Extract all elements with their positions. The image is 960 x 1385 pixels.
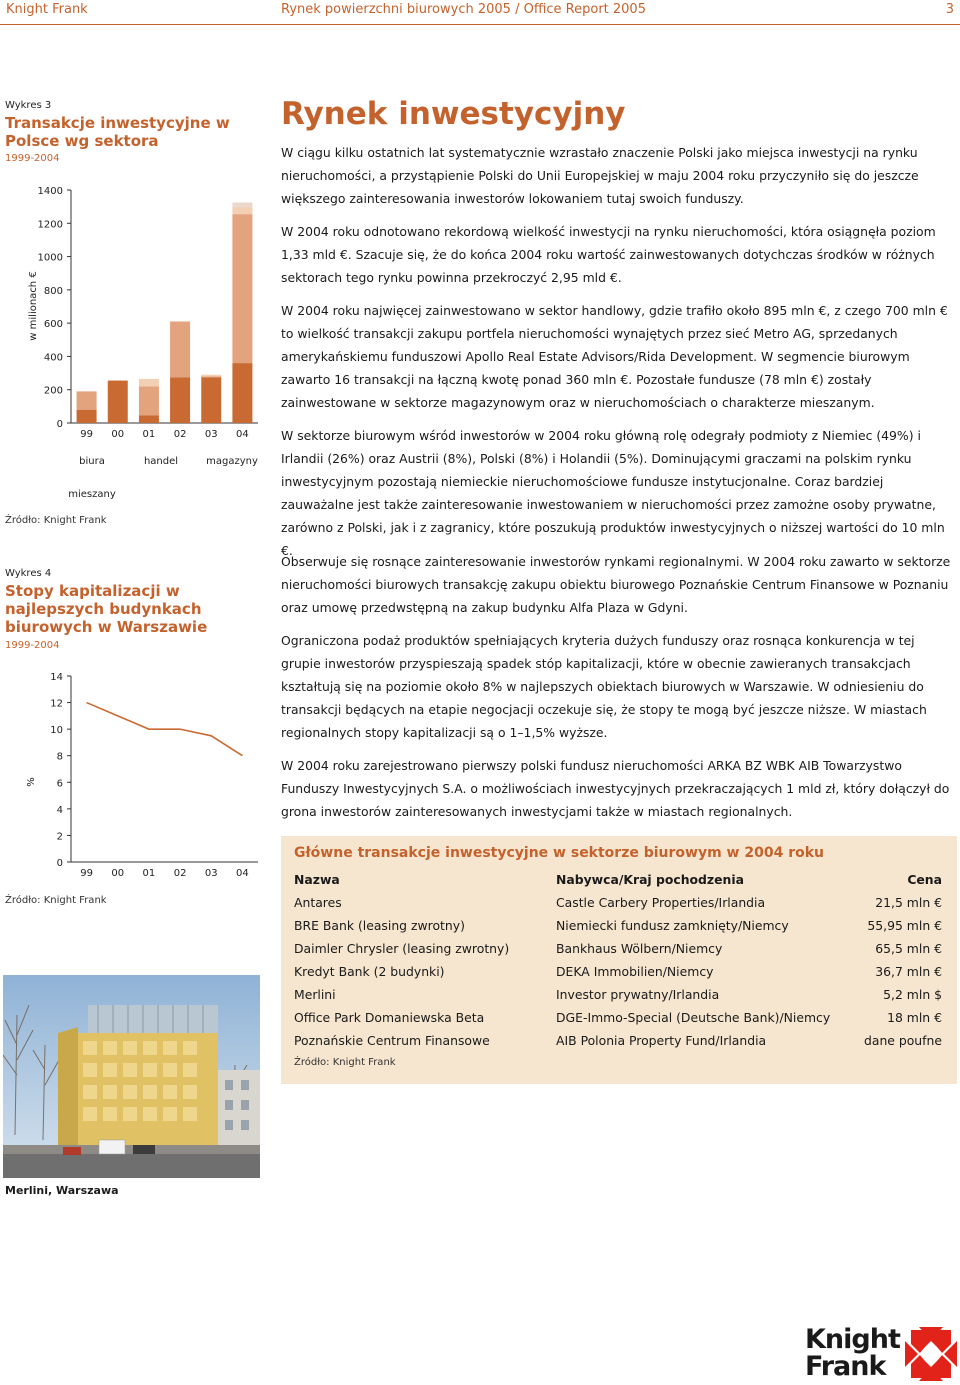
x-tick-label: 99 [80, 429, 93, 440]
x-tick-label: 01 [142, 868, 156, 879]
y-tick-label: 8 [56, 751, 63, 763]
table-cell-price: 5,2 mln $ [883, 987, 942, 1002]
article-title: Rynek inwestycyjny [281, 96, 626, 132]
x-tick-label: 04 [236, 429, 249, 440]
article-paragraph: W ciągu kilku ostatnich lat systematycznie wzrastało znaczenie Polski jako miejsca inwestycji na rynku nieruchomości, a przystąpienie Polski do Unii Europejskiej w maju 2004 roku przyczyniło się do jeszcze większego zainteresowania inwestorów lokowaniem tutaj swoich funduszy. [281, 145, 919, 206]
bar-segment-handel [201, 376, 221, 377]
chart4-line-chart [0, 660, 265, 890]
table-cell-buyer: AIB Polonia Property Fund/Irlandia [556, 1033, 767, 1048]
header-title: Rynek powierzchni biurowych 2005 / Office Report 2005 [281, 2, 646, 17]
table-header-row [294, 872, 942, 895]
logo-line-2: Frank [805, 1351, 886, 1382]
bar-segment-biura [108, 381, 128, 423]
bar-segment-magazyny [201, 375, 221, 377]
table-header-price: Cena [907, 872, 942, 887]
article-paragraph: W sektorze biurowym wśród inwestorów w 2004 roku główną rolę odegrały podmioty z Niemiec (49%) i Irlandii (26%) oraz Austrii (8%), Polski (8%) i Holandii (5%). Dominującymi graczami na polskim rynku inwestycyjnym pozostają niemieckie nieruchomościowe fundusze instytucjonalne. Coraz bardziej zauważalne jest także zainteresowanie inwestowaniem w nieruchomości przez zamożne osoby prywatne, zarówno z Polski, jak i z zagranicy, które poszukują produktów inwestycyjnych o niższej wartości do 10 mln €. [281, 428, 945, 558]
legend-entry: biura [79, 456, 105, 467]
chart4-label: Wykres 4 [5, 568, 52, 579]
table-cell-buyer: DEKA Immobilien/Niemcy [556, 964, 714, 979]
x-tick-label: 03 [204, 868, 218, 879]
y-tick-label: 14 [50, 672, 63, 683]
bar-segment-magazyny [232, 207, 252, 214]
bar-segment-biura [77, 410, 97, 423]
table-row [294, 987, 942, 1010]
bar-segment-biura [232, 363, 252, 423]
chart3-title: Transakcje inwestycyjne w Polsce wg sektora [5, 114, 230, 150]
table-row [294, 1010, 942, 1033]
table-header-buyer: Nabywca/Kraj pochodzenia [556, 872, 744, 887]
building-photo [3, 975, 260, 1178]
y-tick-label: 0 [56, 419, 63, 430]
table-row [294, 895, 942, 918]
table-cell-price: 55,95 mln € [867, 918, 942, 933]
header-brand: Knight Frank [6, 2, 88, 17]
chart4-source: Źródło: Knight Frank [5, 895, 107, 906]
chart3-years: 1999-2004 [5, 153, 60, 164]
x-tick-label: 00 [111, 429, 125, 440]
chart4-years: 1999-2004 [5, 640, 60, 651]
article-paragraph: W 2004 roku zarejestrowano pierwszy polski fundusz nieruchomości ARKA BZ WBK AIB Towarzystwo Funduszy Inwestycyjnych S.A. o możliwościach inwestycyjnych przekraczających 1 mld zł, który dołączył do grona inwestorów zainteresowanych inwestycjami także w miastach regionalnych. [281, 758, 950, 819]
table-cell-price: dane poufne [863, 1033, 942, 1048]
table-row [294, 1033, 942, 1056]
table-row [294, 941, 942, 964]
x-tick-label: 04 [236, 868, 249, 879]
table-header-name: Nazwa [294, 872, 340, 887]
page-header [0, 0, 960, 25]
bar-segment-handel [139, 386, 159, 415]
x-tick-label: 03 [204, 429, 218, 440]
y-tick-label: 12 [50, 698, 63, 710]
bar-segment-mieszany [232, 202, 252, 207]
chart4-title: Stopy kapitalizacji w najlepszych budynkach biurowych w Warszawie [5, 582, 208, 636]
table-cell-name: Poznańskie Centrum Finansowe [294, 1033, 490, 1048]
table-cell-price: 65,5 mln € [875, 941, 942, 956]
legend-entry: handel [143, 456, 179, 467]
table-title: Główne transakcje inwestycyjne w sektorze biurowym w 2004 roku [294, 845, 825, 861]
table-cell-name: Antares [294, 895, 342, 910]
table-cell-buyer: Bankhaus Wölbern/Niemcy [556, 941, 723, 956]
bar-segment-handel [232, 214, 252, 363]
bar-segment-biura [170, 377, 190, 423]
y-axis-label: % [26, 777, 37, 787]
table-cell-buyer: DGE-Immo-Special (Deutsche Bank)/Niemcy [556, 1010, 831, 1025]
chart3-stacked-bar-chart [0, 170, 265, 510]
x-tick-label: 02 [173, 868, 187, 879]
table-cell-price: 21,5 mln € [875, 895, 942, 910]
table-cell-buyer: Niemiecki fundusz zamknięty/Niemcy [556, 918, 789, 933]
bar-segment-biura [139, 416, 159, 423]
bar-segment-handel [77, 391, 97, 409]
table-cell-name: Merlini [294, 987, 336, 1002]
article-paragraph: Obserwuje się rosnące zainteresowanie inwestorów rynkami regionalnymi. W 2004 roku zawarto w sektorze nieruchomości biurowych transakcję zakupu obiektu biurowego Poznańskie Centrum Finansowe w Poznaniu oraz umowę przedwstępną na zakup budynku Alfa Plaza w Gdyni. [281, 554, 951, 615]
logo-wordmark [805, 1326, 900, 1380]
logo-cross-icon [905, 1327, 957, 1381]
y-tick-label: 800 [43, 285, 63, 297]
y-tick-label: 6 [56, 778, 63, 790]
x-tick-label: 99 [80, 868, 93, 879]
y-tick-label: 4 [56, 804, 63, 816]
chart3-source: Źródło: Knight Frank [5, 515, 107, 526]
bar-segment-handel [170, 321, 190, 377]
table-row [294, 918, 942, 941]
table-cell-name: BRE Bank (leasing zwrotny) [294, 918, 465, 933]
table-source: Źródło: Knight Frank [294, 1057, 396, 1068]
y-tick-label: 1400 [37, 186, 63, 197]
table-cell-buyer: Castle Carbery Properties/Irlandia [556, 895, 766, 910]
article-paragraph: W 2004 roku najwięcej zainwestowano w sektor handlowy, gdzie trafiło około 895 mln €, z czego 700 mln € to wielkość transakcji zakupu portfela nieruchomości wynajętych przez sieć Metro AG, sprzedanych amerykańskiemu funduszowi Apollo Real Estate Advisors/Rida Development. W segmencie biurowym zawarto 16 transakcji na łączną kwotę ponad 360 mln €. Pozostałe fundusze (78 mln €) zostały zainwestowane w sektorze magazynowym oraz w nieruchomościach o charakterze mieszanym. [281, 303, 948, 410]
chart3-label: Wykres 3 [5, 100, 52, 111]
y-tick-label: 600 [43, 319, 63, 331]
table-row [294, 964, 942, 987]
article-paragraph: Ograniczona podaż produktów spełniających kryteria dużych funduszy oraz rosnąca konkurencja w tej grupie inwestorów przyspieszają spadek stóp kapitalizacji, które w obecnie zawieranych transakcjach kształtują się na poziomie około 8% w najlepszych obiektach biurowych w Warszawie. W odniesieniu do transakcji będących na etapie negocjacji oczekuje się, że stopy te mogą być jeszcze niższe. W miastach regionalnych stopy kapitalizacji są o 1–1,5% wyższe. [281, 633, 927, 740]
transactions-table [281, 836, 957, 1084]
y-tick-label: 2 [56, 831, 63, 843]
knight-frank-logo [805, 1326, 957, 1382]
page-number: 3 [945, 2, 954, 17]
legend-entry: magazyny [206, 456, 258, 467]
table-cell-name: Kredyt Bank (2 budynki) [294, 964, 445, 979]
y-tick-label: 400 [43, 352, 63, 364]
logo-line-1: Knight [805, 1324, 900, 1355]
table-cell-buyer: Investor prywatny/Irlandia [556, 987, 720, 1002]
y-axis-label: w milionach € [28, 271, 39, 341]
x-tick-label: 00 [111, 868, 125, 879]
photo-caption: Merlini, Warszawa [5, 1184, 119, 1197]
table-cell-name: Office Park Domaniewska Beta [294, 1010, 485, 1025]
bar-segment-biura [201, 377, 221, 423]
table-cell-price: 36,7 mln € [875, 964, 942, 979]
legend-entry: mieszany [68, 489, 116, 500]
article-paragraph: W 2004 roku odnotowano rekordową wielkość inwestycji na rynku nieruchomości, która osiągnęła poziom 1,33 mld €. Szacuje się, że do końca 2004 roku wartość zainwestowanych dotychczas środków w różnych sektorach tego rynku powinna przekroczyć 2,95 mld €. [281, 224, 936, 285]
x-tick-label: 01 [142, 429, 156, 440]
series-line [87, 703, 243, 756]
y-tick-label: 200 [43, 385, 63, 397]
y-tick-label: 0 [56, 858, 63, 869]
y-tick-label: 1000 [37, 252, 63, 264]
table-cell-price: 18 mln € [887, 1010, 942, 1025]
table-cell-name: Daimler Chrysler (leasing zwrotny) [294, 941, 510, 956]
x-tick-label: 02 [173, 429, 187, 440]
y-tick-label: 10 [50, 725, 63, 737]
bar-segment-magazyny [139, 379, 159, 386]
y-tick-label: 1200 [37, 219, 63, 231]
